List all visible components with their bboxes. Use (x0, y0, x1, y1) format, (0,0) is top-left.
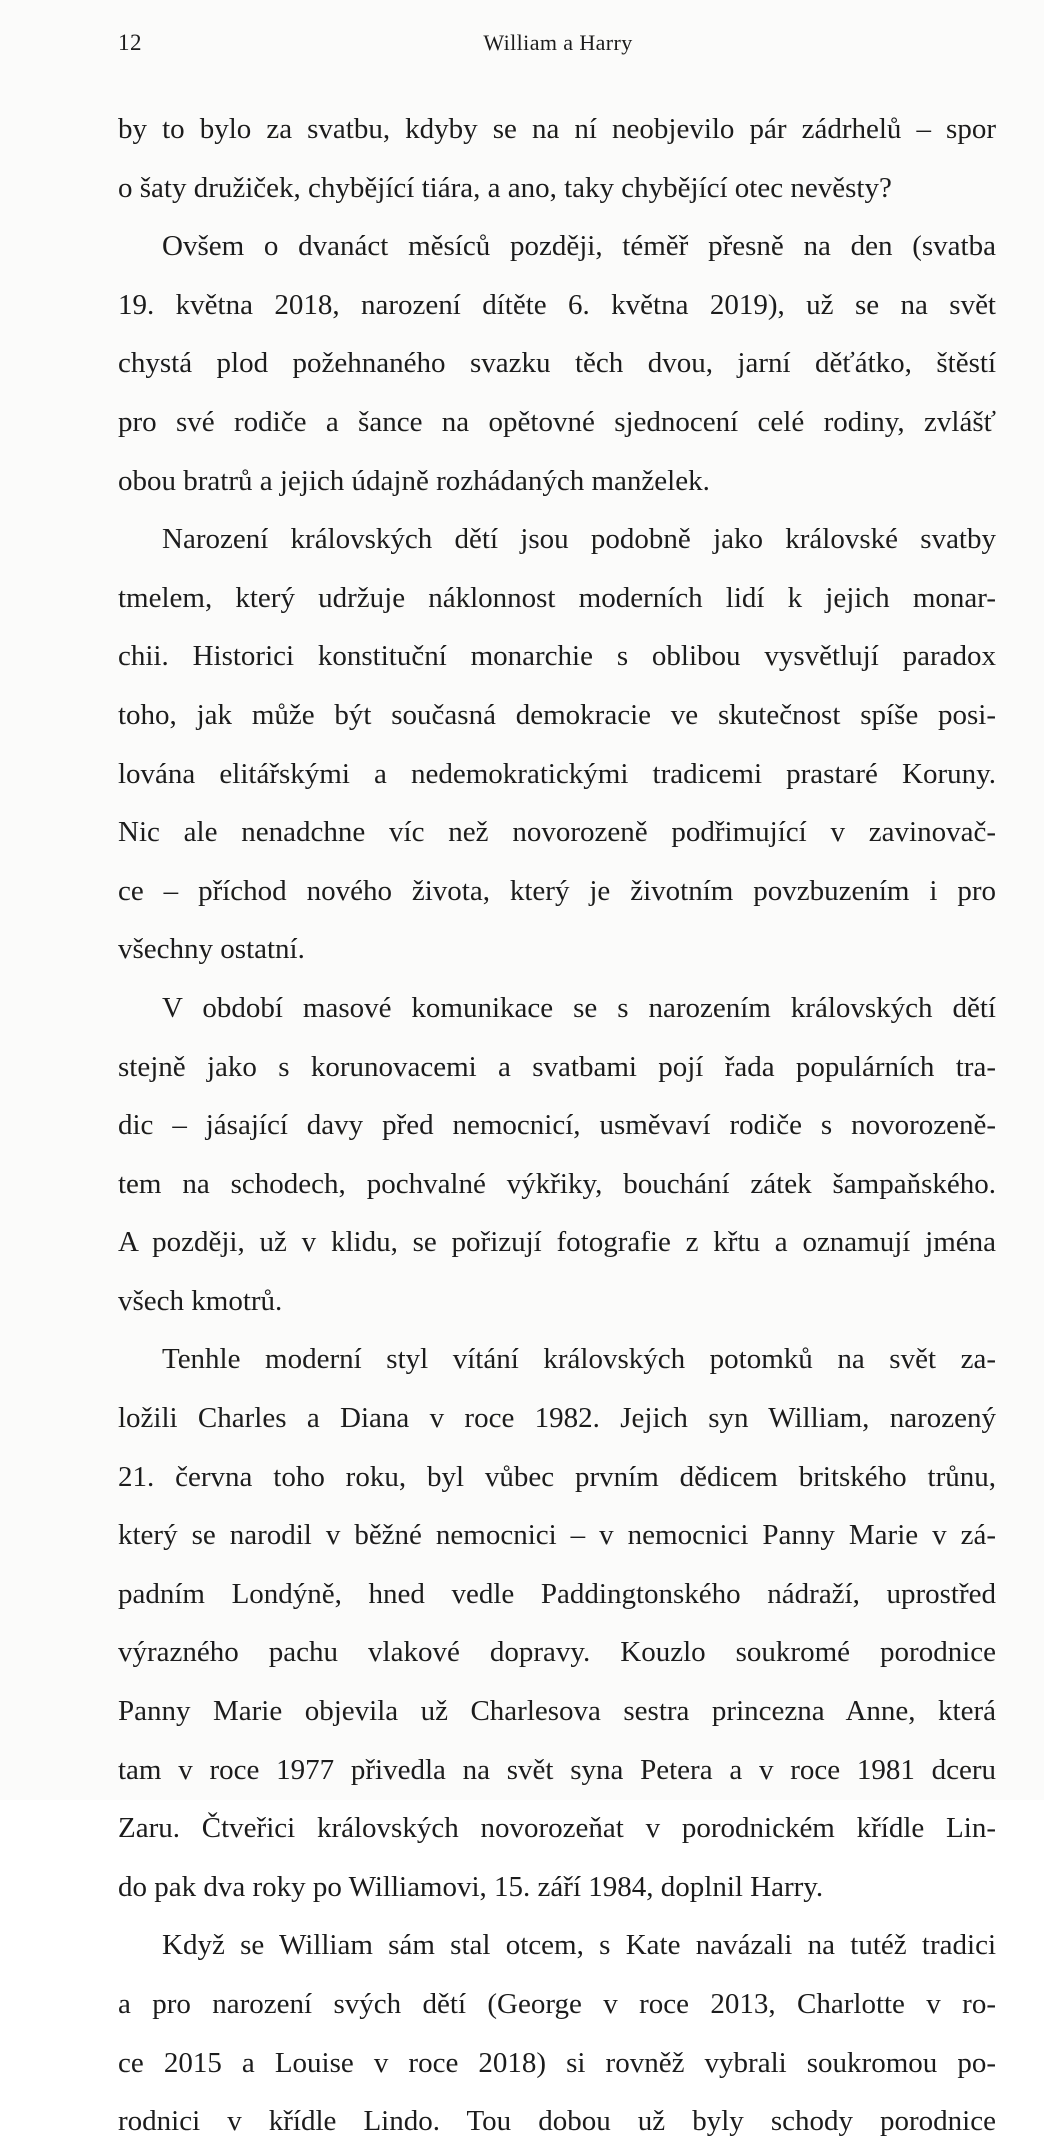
page-number: 12 (118, 30, 142, 55)
text-line: Zaru. Čtveřici královských novorozeňat v porodnickém křídle Lin- (118, 1812, 996, 1845)
text-line: všech kmotrů. (118, 1284, 283, 1317)
text-line: tem na schodech, pochvalné výkřiky, bouchání zátek šampaňského. (118, 1167, 996, 1200)
text-line: Panny Marie objevila už Charlesova sestra princezna Anne, která (118, 1695, 996, 1728)
body-text (118, 100, 996, 2151)
text-line: obou bratrů a jejich údajně rozhádaných manželek. (118, 464, 710, 497)
text-line: stejně jako s korunovacemi a svatbami pojí řada populárních tra- (118, 1050, 996, 1083)
text-line: tam v roce 1977 přivedla na svět syna Petera a v roce 1981 dceru (118, 1753, 996, 1786)
page-header (118, 30, 998, 64)
text-line: dic – jásající davy před nemocnicí, usměvaví rodiče s novorozeně- (118, 1109, 996, 1142)
text-line: Tenhle moderní styl vítání královských potomků na svět za- (162, 1343, 996, 1376)
text-line: všechny ostatní. (118, 933, 305, 966)
text-line: chystá plod požehnaného svazku těch dvou, jarní děťátko, štěstí (118, 347, 996, 380)
text-line: A později, už v klidu, se pořizují fotografie z křtu a oznamují jména (118, 1226, 996, 1259)
text-line: o šaty družiček, chybějící tiára, a ano, taky chybějící otec nevěsty? (118, 171, 892, 204)
text-line: ce – příchod nového života, který je životním povzbuzením i pro (118, 874, 996, 907)
text-line: lována elitářskými a nedemokratickými tradicemi prastaré Koruny. (118, 757, 996, 790)
text-line: Když se William sám stal otcem, s Kate navázali na tutéž tradici (162, 1929, 996, 1962)
running-head: William a Harry (483, 30, 633, 55)
text-line: Narození královských dětí jsou podobně jako královské svatby (162, 523, 996, 556)
text-line: který se narodil v běžné nemocnici – v nemocnici Panny Marie v zá- (118, 1519, 996, 1552)
text-line: padním Londýně, hned vedle Paddingtonského nádraží, uprostřed (118, 1577, 996, 1610)
text-line: tmelem, který udržuje náklonnost moderních lidí k jejich monar- (118, 581, 996, 614)
text-line: 19. května 2018, narození dítěte 6. května 2019), už se na svět (118, 288, 996, 321)
text-line: a pro narození svých dětí (George v roce 2013, Charlotte v ro- (118, 1988, 996, 2020)
text-line: rodnici v křídle Lindo. Tou dobou už byly schody porodnice (118, 2105, 996, 2138)
text-line: Ovšem o dvanáct měsíců později, téměř přesně na den (svatba (162, 230, 996, 263)
text-line: chii. Historici konstituční monarchie s oblibou vysvětlují paradox (118, 640, 996, 673)
text-line: Nic ale nenadchne víc než novorozeně podřimující v zavinovač- (118, 816, 996, 849)
text-line: toho, jak může být současná demokracie ve skutečnost spíše posi- (118, 698, 996, 731)
text-line: by to bylo za svatbu, kdyby se na ní neobjevilo pár zádrhelů – spor (118, 113, 996, 145)
text-line: ce 2015 a Louise v roce 2018) si rovněž vybrali soukromou po- (118, 2046, 996, 2079)
text-line: 21. června toho roku, byl vůbec prvním dědicem britského trůnu, (118, 1460, 996, 1493)
text-line: V období masové komunikace se s narozením královských dětí (162, 991, 996, 1024)
text-line: do pak dva roky po Williamovi, 15. září 1984, doplnil Harry. (118, 1870, 824, 1903)
text-line: pro své rodiče a šance na opětovné sjednocení celé rodiny, zvlášť (118, 405, 996, 438)
text-line: ložili Charles a Diana v roce 1982. Jejich syn William, narozený (118, 1402, 996, 1435)
text-line: výrazného pachu vlakové dopravy. Kouzlo soukromé porodnice (118, 1636, 996, 1669)
